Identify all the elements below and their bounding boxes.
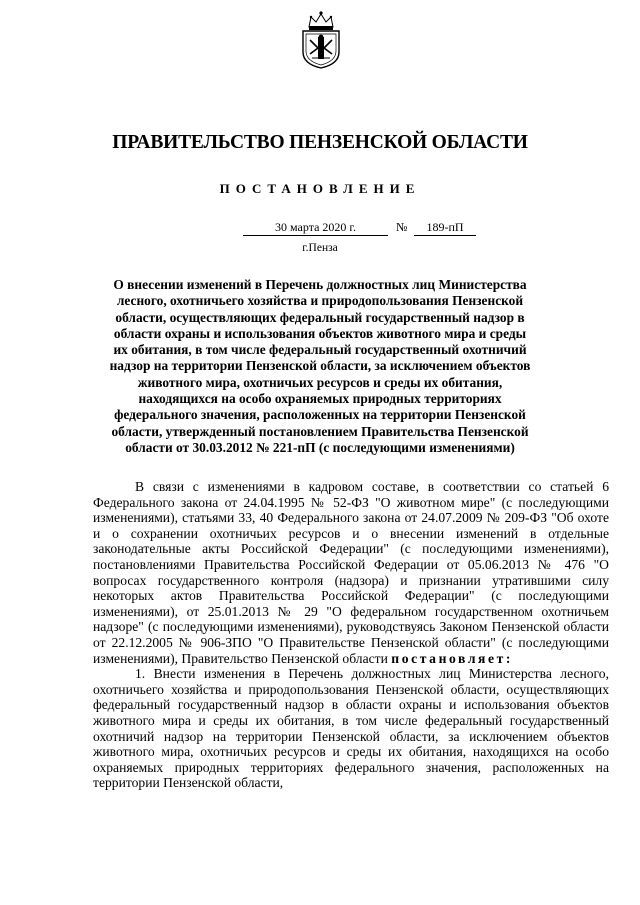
document-body	[93, 479, 609, 791]
date-number-line	[0, 219, 640, 237]
organization-name: ПРАВИТЕЛЬСТВО ПЕНЗЕНСКОЙ ОБЛАСТИ	[112, 132, 528, 153]
penza-coat-of-arms-icon	[298, 10, 344, 70]
document-type: ПОСТАНОВЛЕНИЕ	[219, 181, 421, 196]
resolves-word: постановляет:	[391, 650, 514, 666]
number-sign: №	[396, 220, 408, 234]
preamble-text: В связи с изменениями в кадровом составе, в соответствии со статьей 6 Федерального закона от 24.04.1995 № 52-ФЗ "О животном мире" (с последующими изменениями), статьями 33, 40 Федерального закона от 24.07.2009 № 209-ФЗ "Об охоте и о сохранении охотничьих ресурсов и о внесении изменений в отдельные законодательные акты Российской Федерации" (с последующими изменениями), постановлениями Правительства Российской Федерации от 05.06.2013 № 476 "О вопросах государственного контроля (надзора) и признании утратившими силу некоторых актов Правительства Российской Федерации" (с последующими изменениями), от 25.01.2013 № 29 "О федеральном государственном охотничьем надзоре" (с последующими изменениями), руководствуясь Законом Пензенской области от 22.12.2005 № 906-ЗПО "О Правительстве Пензенской области" (с последующими изменениями), Правительство Пензенской области	[93, 479, 609, 666]
document-number: 189-пП	[414, 219, 476, 236]
item-1-paragraph: 1. Внести изменения в Перечень должностных лиц Министерства лесного, охотничьего хозяйства и природопользования Пензенской области, осуществляющих федеральный государственный надзор в области охраны и использования объектов животного мира и среды их обитания, в том числе федеральный государственный охотничий надзор на территории Пензенской области, за исключением объектов животного мира, охотничьих ресурсов и среды их обитания, находящихся на особо охраняемых природных территориях федерального значения, расположенных на территории Пензенской области,	[93, 666, 609, 791]
city-name: г.Пенза	[302, 242, 338, 254]
document-title: О внесении изменений в Перечень должностных лиц Министерства лесного, охотничьего хозяйства и природопользования Пензенской области, осуществляющих федеральный государственный надзор в области охраны и использования объектов животного мира и среды их обитания, в том числе федеральный государственный охотничий надзор на территории Пензенской области, за исключением объектов животного мира, охотничьих ресурсов и среды их обитания, находящихся на особо охраняемых природных территориях федерального значения, расположенных на территории Пензенской области, утвержденный постановлением Правительства Пензенской области от 30.03.2012 № 221-пП (с последующими изменениями)	[109, 277, 531, 455]
document-date: 30 марта 2020 г.	[243, 219, 388, 236]
preamble-paragraph	[93, 479, 609, 666]
